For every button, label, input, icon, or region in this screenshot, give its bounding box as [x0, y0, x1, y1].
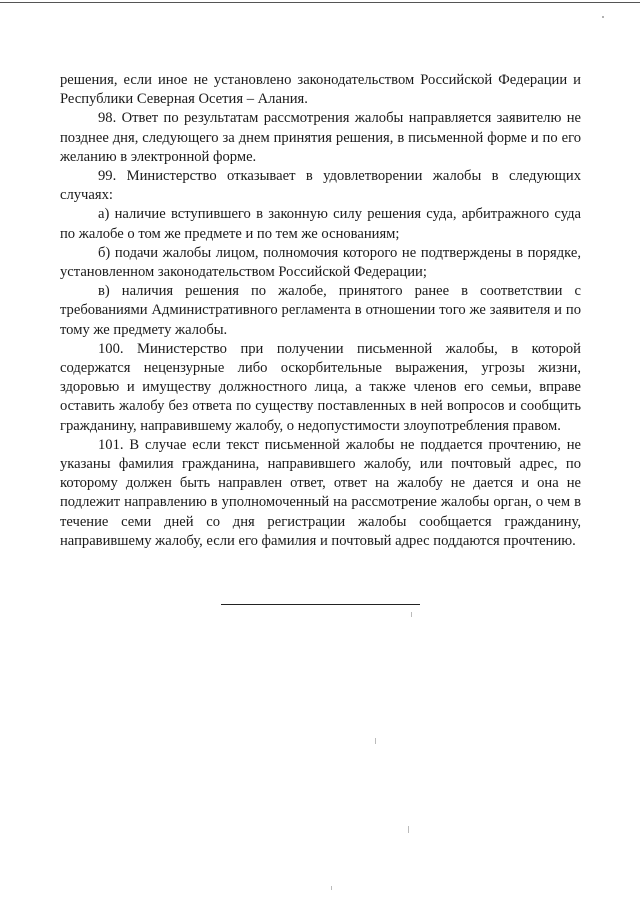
scan-speck	[602, 16, 604, 18]
document-body	[60, 71, 581, 551]
paragraph-99: 99. Министерство отказывает в удовлетворении жалобы в следующих случаях:	[60, 168, 581, 204]
scan-speck	[411, 612, 412, 617]
list-item-a: а) наличие вступившего в законную силу решения суда, арбитражного суда по жалобе о том же предмете и по тем же основаниям;	[60, 206, 581, 242]
list-item-c: в) наличия решения по жалобе, принятого ранее в соответствии с требованиями Административного регламента в отношении того же заявителя и по тому же предмету жалобы.	[60, 283, 581, 338]
scan-speck	[408, 826, 409, 833]
paragraph-100: 100. Министерство при получении письменной жалобы, в которой содержатся нецензурные либо оскорбительные выражения, угрозы жизни, здоровью и имуществу должностного лица, а также членов его семьи, вправе оставить жалобу без ответа по существу поставленных в ней вопросов и сообщить гражданину, направившему жалобу, о недопустимости злоупотребления правом.	[60, 340, 581, 434]
end-of-text-line	[221, 604, 420, 605]
scan-speck	[331, 886, 332, 890]
paragraph-101: 101. В случае если текст письменной жалобы не поддается прочтению, не указаны фамилия гражданина, направившего жалобу, или почтовый адрес, по которому должен быть направлен ответ, ответ на жалобу не дается и она не подлежит направлению в уполномоченный на рассмотрение жалобы орган, о чем в течение семи дней со дня регистрации жалобы сообщается гражданину, направившему жалобу, если его фамилия и почтовый адрес поддаются прочтению.	[60, 436, 581, 549]
list-item-b: б) подачи жалобы лицом, полномочия которого не подтверждены в порядке, установленном законодательством Российской Федерации;	[60, 244, 581, 281]
paragraph-continuation: решения, если иное не установлено законодательством Российской Федерации и Республики Северная Осетия – Алания.	[60, 72, 581, 108]
paragraph-98: 98. Ответ по результатам рассмотрения жалобы направляется заявителю не позднее дня, следующего за днем принятия решения, в письменной форме и по его желанию в электронной форме.	[60, 110, 581, 165]
page-top-edge-line	[0, 2, 640, 3]
scan-speck	[375, 738, 376, 744]
